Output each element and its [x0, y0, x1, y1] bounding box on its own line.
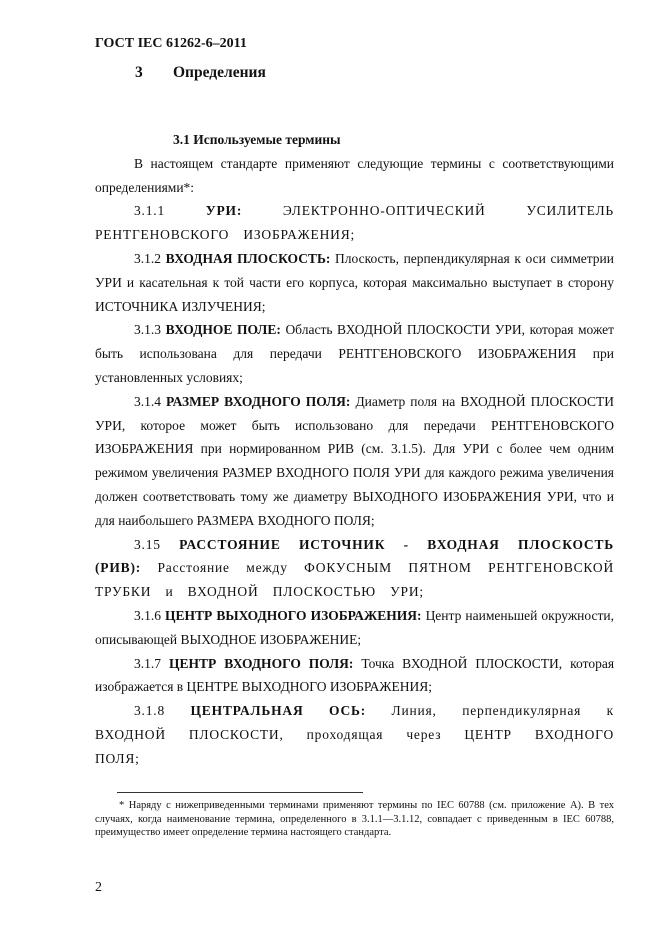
term-definition: Расстояние между ФОКУСНЫМ ПЯТНОМ РЕНТГЕНОВСКОЙ ТРУБКИ и ВХОДНОЙ ПЛОСКОСТЬЮ УРИ; — [95, 560, 614, 600]
term-number: 3.15 — [134, 536, 161, 552]
term-entry — [95, 533, 614, 604]
term-entry — [95, 199, 614, 247]
term-definition: Плоскость, перпендикулярная к оси симметрии УРИ и касательная к той части его корпуса, которая максимально выступает в сторону ИСТОЧНИКА ИЗЛУЧЕНИЯ; — [95, 250, 615, 314]
subsection-title: 3.1 Используемые термины — [173, 132, 341, 147]
term-definition: ЭЛЕКТРОННО-ОПТИЧЕСКИЙ УСИЛИТЕЛЬ РЕНТГЕНОВСКОГО ИЗОБРАЖЕНИЯ; — [95, 203, 614, 243]
term-number: 3.1.6 — [134, 607, 161, 623]
term-entry — [95, 247, 614, 318]
footnote-separator — [117, 792, 363, 793]
term-entry — [95, 604, 614, 652]
term-number: 3.1.8 — [134, 703, 165, 719]
term-number: 3.1.2 — [134, 250, 161, 266]
term-name: ЦЕНТР ВХОДНОГО ПОЛЯ: — [168, 655, 354, 671]
term-name: РАЗМЕР ВХОДНОГО ПОЛЯ: — [166, 393, 351, 409]
term-definition: Область ВХОДНОЙ ПЛОСКОСТИ УРИ, которая может быть использована для передачи РЕНТГЕНОВСКОГО ИЗОБРАЖЕНИЯ при установленных условиях; — [95, 322, 615, 385]
term-number: 3.1.1 — [134, 203, 165, 219]
section-heading — [135, 64, 266, 82]
document-header: ГОСТ IEC 61262-6–2011 — [95, 36, 247, 51]
page-number: 2 — [95, 880, 102, 895]
term-definition: Диаметр поля на ВХОДНОЙ ПЛОСКОСТИ УРИ, которое может быть использовано для передачи РЕНТГЕНОВСКОГО ИЗОБРАЖЕНИЯ при нормированном РИВ (см. 3.1.5). Для УРИ с более чем одним режимом увеличения РАЗМЕР ВХОДНОГО ПОЛЯ УРИ для каждого режима увеличения должен соответствовать тому же диаметру ВЫХОДНОГО ИЗОБРАЖЕНИЯ УРИ, что и для наибольшего РАЗМЕРА ВХОДНОГО ПОЛЯ; — [95, 393, 615, 528]
term-name: УРИ: — [205, 203, 243, 219]
term-definition: Точка ВХОДНОЙ ПЛОСКОСТИ, которая изображается в ЦЕНТРЕ ВЫХОДНОГО ИЗОБРАЖЕНИЯ; — [95, 655, 615, 695]
document-body — [95, 128, 614, 771]
term-entry — [95, 390, 614, 533]
term-entry — [95, 699, 614, 770]
footnote-text: * Наряду с нижеприведенными терминами применяют термины по IEC 60788 (см. приложение А). В тех случаях, когда наименование термина, определенного в 3.1.1—3.1.12, совпадает с приведенным в IEC 60788, преимущество имеет определение термина настоящего стандарта. — [95, 800, 614, 838]
footnote — [95, 799, 614, 840]
term-definition: Центр наименьшей окружности, описывающей ВЫХОДНОЕ ИЗОБРАЖЕНИЕ; — [95, 607, 614, 647]
term-number: 3.1.7 — [134, 655, 161, 671]
term-name: ВХОДНОЕ ПОЛЕ: — [165, 322, 281, 338]
term-number: 3.1.3 — [134, 322, 161, 338]
term-entry — [95, 318, 614, 389]
term-definition: Линия, перпендикулярная к ВХОДНОЙ ПЛОСКОСТИ, проходящая через ЦЕНТР ВХОДНОГО ПОЛЯ; — [95, 703, 614, 766]
intro-paragraph: В настоящем стандарте применяют следующие термины с соответствующими определениями*: — [95, 155, 614, 195]
term-number: 3.1.4 — [134, 393, 161, 409]
section-number: 3 — [135, 64, 143, 81]
term-entry — [95, 652, 614, 700]
term-name: ВХОДНАЯ ПЛОСКОСТЬ: — [165, 250, 331, 266]
term-name: ЦЕНТР ВЫХОДНОГО ИЗОБРАЖЕНИЯ: — [165, 607, 422, 623]
section-title: Определения — [173, 64, 266, 81]
term-name: РАССТОЯНИЕ ИСТОЧНИК - ВХОДНАЯ ПЛОСКОСТЬ (РИВ): — [95, 536, 614, 576]
term-name: ЦЕНТРАЛЬНАЯ ОСЬ: — [190, 703, 367, 719]
